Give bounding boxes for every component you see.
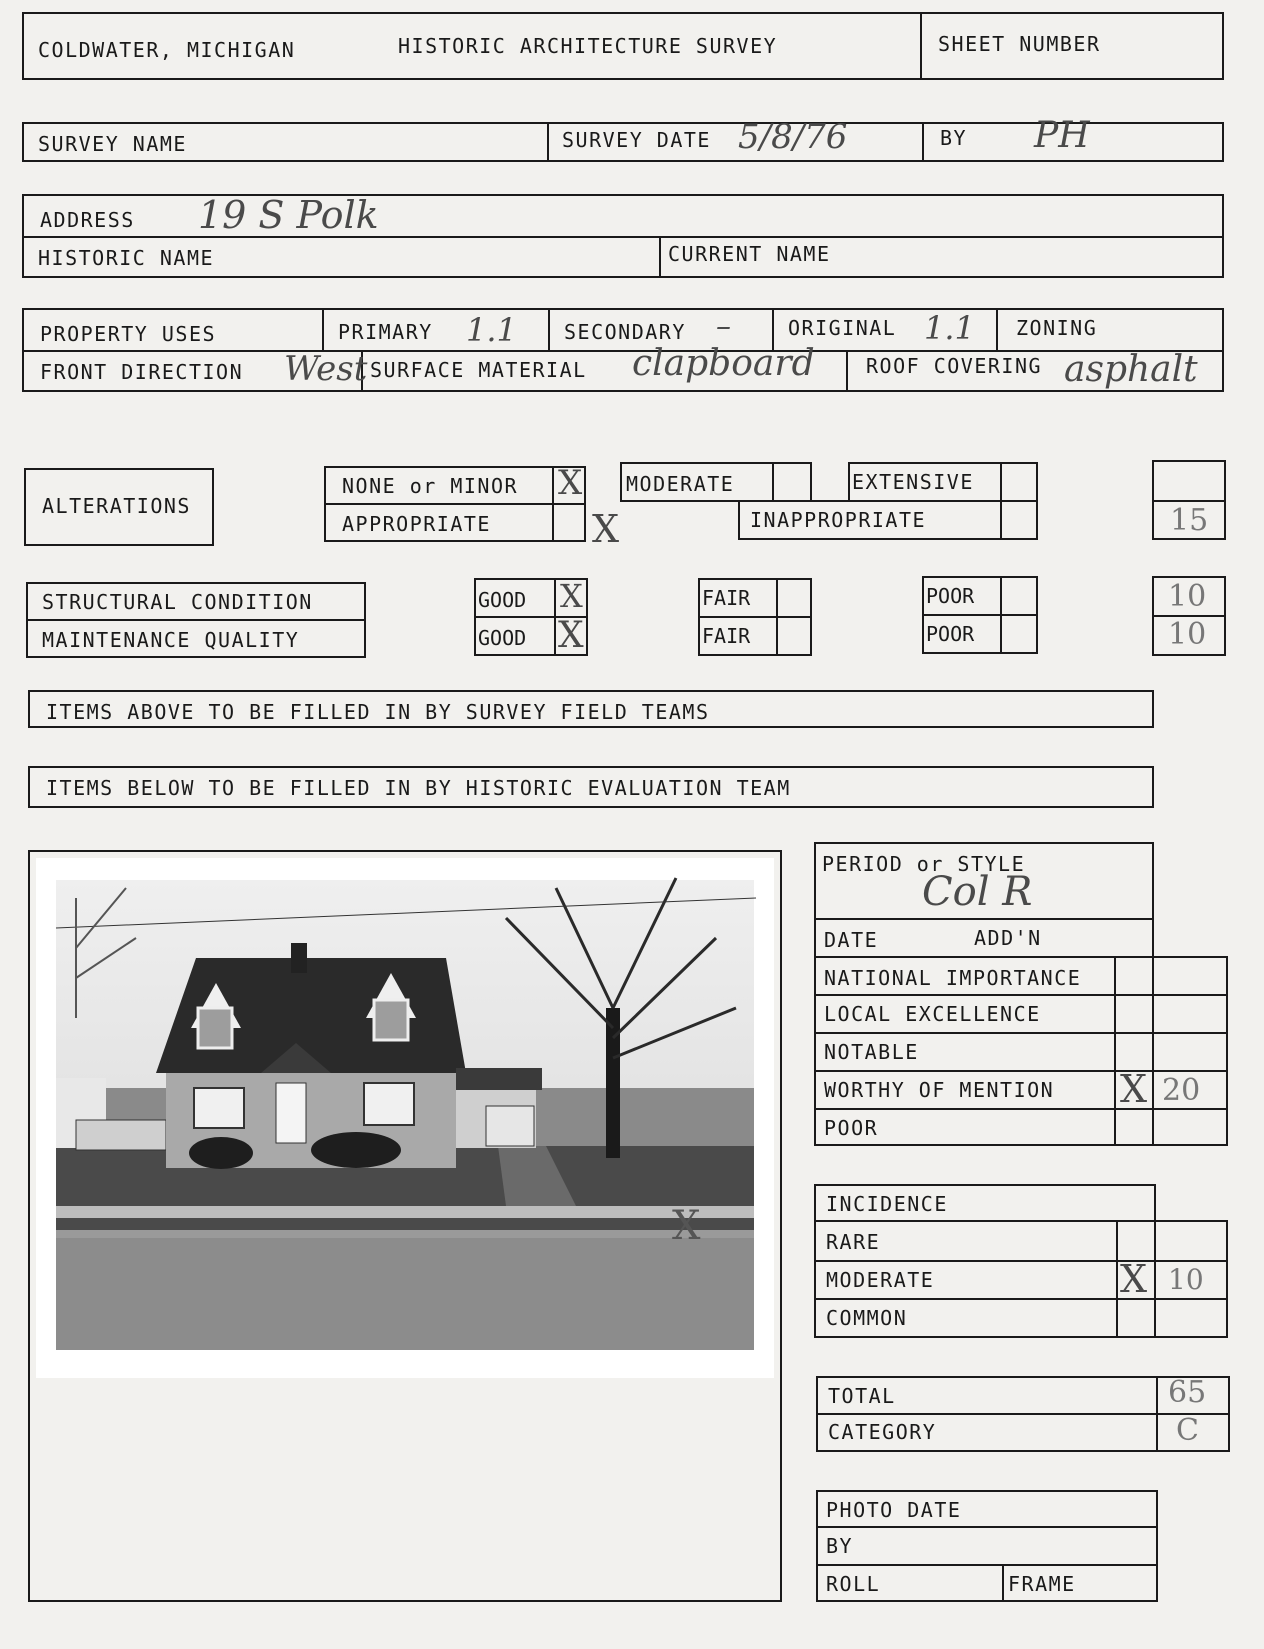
incidence-moderate-label: MODERATE <box>826 1268 935 1292</box>
property-vdiv-1 <box>322 308 324 350</box>
garage-roof <box>456 1068 542 1090</box>
survey-divider-2 <box>922 122 924 162</box>
poor-label-2: POOR <box>926 622 975 646</box>
worthy-of-mention-label: WORTHY OF MENTION <box>824 1078 1055 1102</box>
worthy-score: 20 <box>1162 1073 1201 1108</box>
fair-divider <box>698 616 812 618</box>
common-label: COMMON <box>826 1306 908 1330</box>
good-check-divider <box>554 578 556 656</box>
period-row-div-6 <box>814 1108 1228 1110</box>
tree-trunk <box>606 1008 620 1158</box>
inc-row-div-3 <box>814 1298 1228 1300</box>
total-label: TOTAL <box>828 1384 896 1408</box>
period-row-div-3 <box>814 994 1228 996</box>
property-uses-label: PROPERTY USES <box>40 322 217 346</box>
window-left <box>194 1088 244 1128</box>
surface-material-label: SURFACE MATERIAL <box>370 358 587 382</box>
front-door <box>276 1083 306 1143</box>
maintenance-quality-label: MAINTENANCE QUALITY <box>42 628 300 652</box>
maintenance-score: 10 <box>1168 617 1207 652</box>
addn-label: ADD'N <box>974 926 1042 950</box>
survey-date-value: 5/8/76 <box>738 117 848 157</box>
roof-covering-label: ROOF COVERING <box>866 354 1043 378</box>
survey-divider-1 <box>547 122 549 162</box>
period-style-label: PERIOD or STYLE <box>822 852 1026 876</box>
sheet-number-label: SHEET NUMBER <box>938 32 1101 56</box>
incidence-moderate-mark: X <box>1120 1257 1148 1301</box>
city-label: COLDWATER, MICHIGAN <box>38 38 296 62</box>
secondary-label: SECONDARY <box>564 320 686 344</box>
category-label: CATEGORY <box>828 1420 937 1444</box>
survey-title: HISTORIC ARCHITECTURE SURVEY <box>398 34 778 58</box>
worthy-mark: X <box>1120 1067 1148 1111</box>
poor-divider <box>922 614 1038 616</box>
sidewalk <box>56 1206 754 1218</box>
note-above: ITEMS ABOVE TO BE FILLED IN BY SURVEY FIELD TEAMS <box>46 700 710 724</box>
appropriate-label: APPROPRIATE <box>342 512 491 536</box>
photo-corner-mark: X <box>672 1203 701 1249</box>
incidence-moderate-score: 10 <box>1168 1263 1204 1296</box>
survey-by-value: PH <box>1034 115 1090 156</box>
structural-score: 10 <box>1168 579 1207 614</box>
primary-label: PRIMARY <box>338 320 433 344</box>
incidence-label: INCIDENCE <box>826 1192 948 1216</box>
poor-check-divider <box>1000 576 1002 654</box>
good-label-2: GOOD <box>478 626 527 650</box>
rare-label: RARE <box>826 1230 881 1254</box>
zoning-label: ZONING <box>1016 316 1098 340</box>
photo-date-label: PHOTO DATE <box>826 1498 962 1522</box>
condition-label-divider <box>26 619 366 621</box>
original-label: ORIGINAL <box>788 316 897 340</box>
primary-value: 1.1 <box>466 311 517 349</box>
good-label-1: GOOD <box>478 588 527 612</box>
photo-by-label: BY <box>826 1534 854 1558</box>
eval-poor-label: POOR <box>824 1116 879 1140</box>
shrub-right <box>311 1132 401 1168</box>
none-minor-mark: X <box>558 463 583 503</box>
secondary-value: – <box>716 309 731 344</box>
dormer-right-window <box>374 1000 408 1040</box>
fair-check-divider <box>776 578 778 656</box>
period-score-col <box>1114 956 1228 1146</box>
van <box>76 1120 166 1150</box>
address-value: 19 S Polk <box>198 193 379 237</box>
front-direction-label: FRONT DIRECTION <box>40 360 244 384</box>
none-minor-label: NONE or MINOR <box>342 474 519 498</box>
fair-label-2: FAIR <box>702 624 751 648</box>
structural-good-mark: X <box>560 577 583 615</box>
house-photo <box>36 858 774 1378</box>
address-label: ADDRESS <box>40 208 135 232</box>
header-divider <box>920 12 922 80</box>
roof-covering-value: asphalt <box>1064 349 1198 390</box>
current-name-label: CURRENT NAME <box>668 242 831 266</box>
survey-date-label: SURVEY DATE <box>562 128 711 152</box>
survey-by-label: BY <box>940 126 968 150</box>
date-label: DATE <box>824 928 879 952</box>
property-vdiv-2 <box>548 308 550 350</box>
poor-label-1: POOR <box>926 584 975 608</box>
totals-divider <box>816 1413 1230 1415</box>
property-vdiv-6 <box>846 350 848 392</box>
alterations-score: 15 <box>1170 503 1209 538</box>
inappropriate-label: INAPPROPRIATE <box>750 508 927 532</box>
current-name-divider <box>659 236 661 278</box>
house-photo-svg <box>36 858 774 1378</box>
notable-label: NOTABLE <box>824 1040 919 1064</box>
category-value: C <box>1176 1413 1199 1448</box>
alterations-label: ALTERATIONS <box>42 494 191 518</box>
appropriate-mark: X <box>592 507 620 551</box>
front-direction-value: West <box>284 349 368 389</box>
period-row-div-5 <box>814 1070 1228 1072</box>
roll-label: ROLL <box>826 1572 881 1596</box>
period-row-div-4 <box>814 1032 1228 1034</box>
local-excellence-label: LOCAL EXCELLENCE <box>824 1002 1041 1026</box>
frame-label: FRAME <box>1008 1572 1076 1596</box>
note-below: ITEMS BELOW TO BE FILLED IN BY HISTORIC EVALUATION TEAM <box>46 776 791 800</box>
curb <box>56 1230 754 1238</box>
inc-row-div-2 <box>814 1260 1228 1262</box>
national-importance-label: NATIONAL IMPORTANCE <box>824 966 1082 990</box>
photo-info-div-2 <box>816 1564 1158 1566</box>
alt-score-divider <box>1152 500 1226 502</box>
photo-info-div-1 <box>816 1526 1158 1528</box>
maintenance-good-mark: X <box>558 615 584 656</box>
property-vdiv-4 <box>996 308 998 350</box>
alt-moderate-check-divider <box>772 462 774 502</box>
inc-row-div-1 <box>814 1220 1228 1222</box>
photo-info-frame-divider <box>1002 1564 1004 1602</box>
period-style-value: Col R <box>922 869 1033 915</box>
totals-score-divider <box>1156 1376 1158 1452</box>
alt-minor-check-divider <box>552 466 554 542</box>
period-row-div-2 <box>814 956 1228 958</box>
alt-minor-divider <box>324 503 586 505</box>
extensive-label: EXTENSIVE <box>852 470 974 494</box>
total-value: 65 <box>1168 1375 1207 1410</box>
fair-label-1: FAIR <box>702 586 751 610</box>
street <box>56 1238 754 1350</box>
survey-name-label: SURVEY NAME <box>38 132 187 156</box>
window-right <box>364 1083 414 1125</box>
moderate-label: MODERATE <box>626 472 735 496</box>
shrub-left <box>189 1137 253 1169</box>
chimney <box>291 943 307 973</box>
garage-door <box>486 1106 534 1146</box>
period-row-div-1 <box>814 918 1154 920</box>
property-divider <box>22 350 1224 352</box>
dormer-left-window <box>198 1008 232 1048</box>
structural-condition-label: STRUCTURAL CONDITION <box>42 590 313 614</box>
original-value: 1.1 <box>924 309 975 347</box>
historic-name-label: HISTORIC NAME <box>38 246 215 270</box>
surface-material-value: clapboard <box>632 343 815 384</box>
